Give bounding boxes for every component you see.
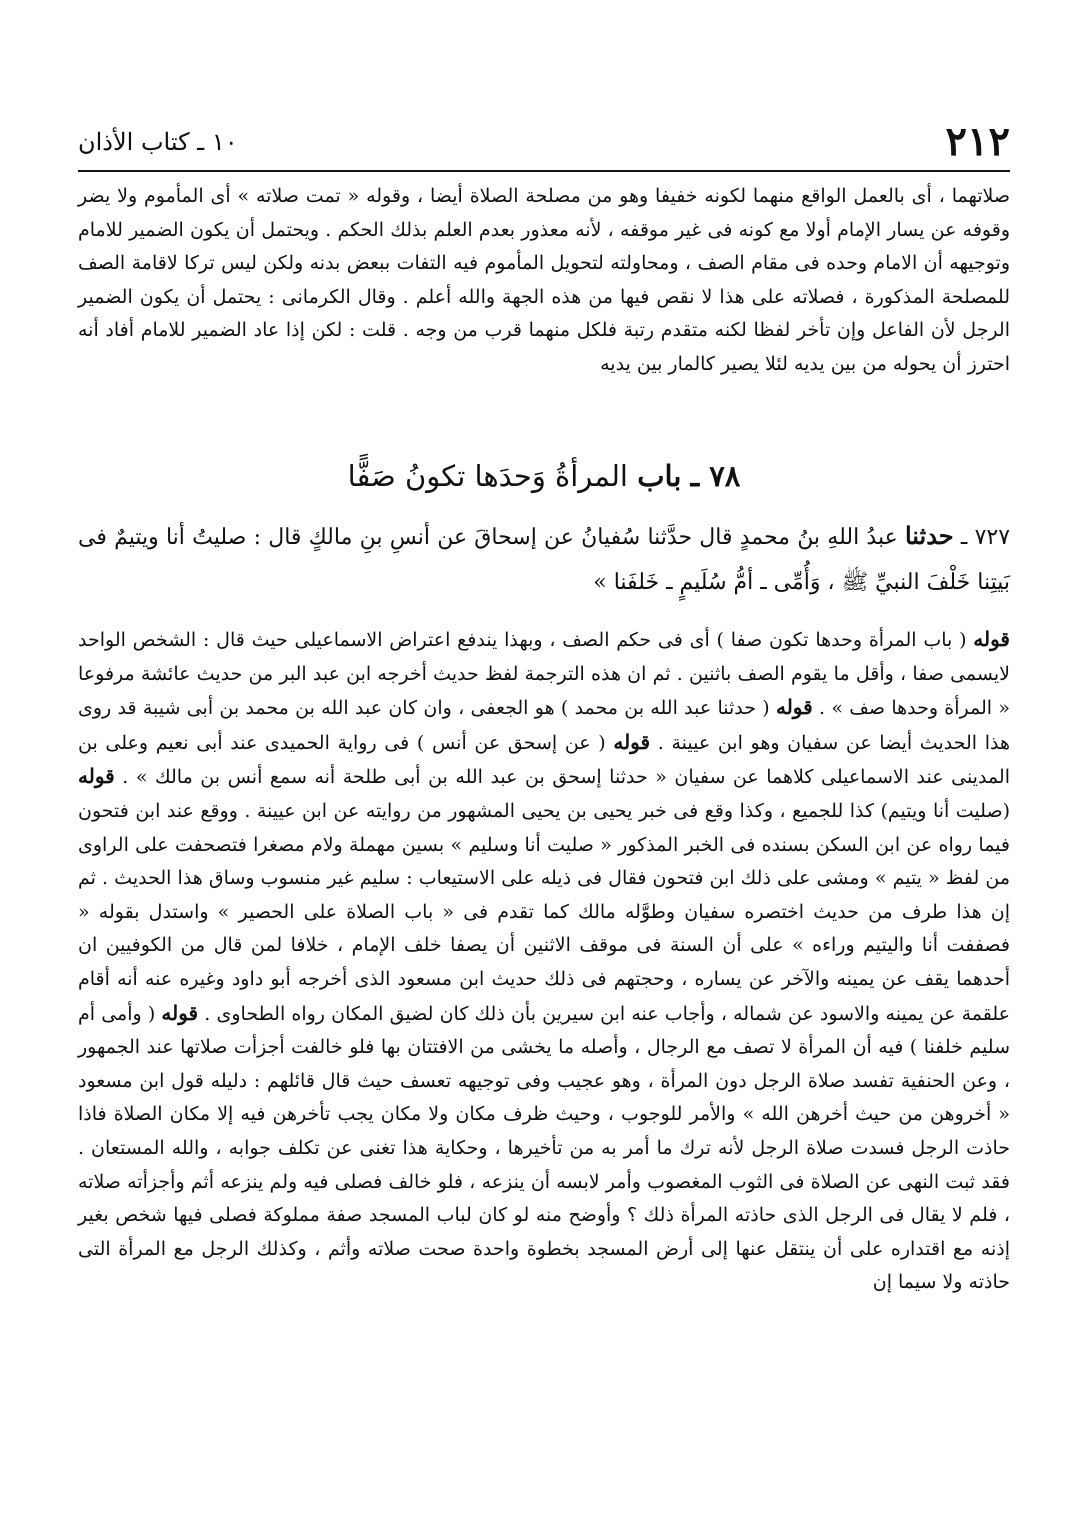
running-title: ١٠ ـ كتاب الأذان	[78, 128, 238, 156]
hadith-text	[78, 513, 1010, 613]
qawl-marker: قوله	[161, 1000, 199, 1025]
chapter-heading	[78, 453, 1010, 499]
commentary-segment: ( عن إسحق عن أنس ) فى رواية الحميدى عند أبى نعيم وعلى بن المدينى عند الاسماعيلى كلاهما عن سفيان « حدثنا إسحق بن عبد الله بن أبى طلحة أنه سمع أنس بن مالك » .	[78, 731, 1010, 789]
page-header	[78, 118, 1010, 172]
commentary-segment: ( وأمى أم سليم خلفنا ) فيه أن المرأة لا تصف مع الرجال ، وأصله ما يخشى من الافتتان بها فلو خالفت أجزأت صلاتها عند الجمهور ، وعن الحنفية تفسد صلاة الرجل دون المرأة ، وهو عجيب وفى توجيهه تعسف حيث قال قائلهم : دليله قول ابن مسعود « أخروهن من حيث أخرهن الله » والأمر للوجوب ، وحيث ظرف مكان ولا مكان يجب تأخرهن فيه إلا مكان الصلاة فاذا حاذت الرجل فسدت صلاة الرجل لأنه ترك ما أمر به من تأخيرها ، وحكاية هذا تغنى عن تكلف جوابه ، والله المستعان . فقد ثبت النهى عن الصلاة فى الثوب المغصوب وأمر لابسه أن ينزعه ، فلو خالف فصلى فيه ولم ينزعه أثم وأجزأته صلاته ، فلم لا يقال فى الرجل الذى حاذته المرأة ذلك ؟ وأوضح منه لو كان لباب المسجد صفة مملوكة فصلى فيها شخص بغير إذنه مع اقتداره على أن ينتقل عنها إلى أرض المسجد بخطوة واحدة صحت صلاته وأثم ، وكذلك الرجل مع المرأة التى حاذته ولا سيما إن	[78, 1002, 1010, 1294]
page-number: ٢١٢	[945, 118, 1010, 165]
commentary-segment: ( باب المرأة وحدها تكون صفا ) أى فى حكم الصف ، وبهذا يندفع اعتراض الاسماعيلى حيث قال : الشخص الواحد لايسمى صفا ، وأقل ما يقوم الصف باثنين . ثم ان هذه الترجمة لفظ حديث أخرجه ابن عبد البر من حديث عائشة مرفوعا « المرأة وحدها صف » .	[78, 629, 1010, 720]
qawl-marker: قوله	[78, 764, 115, 789]
book-page	[78, 118, 1010, 1498]
qawl-marker: قوله	[613, 729, 651, 754]
commentary-segment: ( حدثنا عبد الله بن محمد ) هو الجعفى ، وان كان عبد الله بن محمد بن أبى شيبة قد روى هذا الحديث أيضا عن سفيان وهو ابن عيينة .	[78, 697, 1010, 754]
commentary-paragraph-main	[78, 623, 1010, 1503]
hadith-number: ٧٢٧ ـ	[960, 525, 1011, 550]
hadith-body: عبدُ اللهِ بنُ محمدٍ قال حدَّثنا سُفيانُ عن إسحاقَ عن أنسِ بنِ مالكٍ قال : صليتُ أنا ويتيمٌ فى بَيتِنا خَلْفَ النبيِّ ﷺ ، وَأُمِّى ـ أمُّ سُلَيمٍ ـ خَلفَنا »	[78, 525, 1010, 595]
chapter-keyword: باب	[637, 459, 682, 493]
commentary-paragraph-top: صلاتهما ، أى بالعمل الواقع منهما لكونه خفيفا وهو من مصلحة الصلاة أيضا ، وقوله « تمت صلاته » أى المأموم ولا يضر وقوفه عن يسار الإمام أولا مع كونه فى غير موقفه ، لأنه معذور بعدم العلم بذلك الحكم . ويحتمل أن يكون الضمير للامام وتوجيهه أن الامام وحده فى مقام الصف ، ومحاولته لتحويل المأموم فيه التفات ببعض بدنه ولكن ليس تركا لاقامة الصف للمصلحة المذكورة ، فصلاته على هذا لا نقص فيها من هذه الجهة والله أعلم . وقال الكرمانى : يحتمل أن يكون الضمير الرجل لأن الفاعل وإن تأخر لفظا لكنه متقدم رتبة فلكل منهما قرب من وجه . قلت : لكن إذا عاد الضمير للامام أفاد أنه احترز أن يحوله من بين يديه لئلا يصير كالمار بين يديه	[78, 185, 1010, 375]
qawl-marker: قوله	[775, 695, 813, 720]
commentary-segment: (صليت أنا ويتيم) كذا للجميع ، وكذا وقع فى خبر يحيى بن يحيى المشهور من روايته عن ابن عيينة . ووقع عند ابن فتحون فيما رواه عن ابن السكن بسنده فى الخبر المذكور « صليت أنا وسليم » بسين مهملة ولام مصغرا فتصحفت على الراوى من لفظ « يتيم » ومشى على ذلك ابن فتحون فقال فى ذيله على الاستيعاب : سليم غير منسوب وساق هذا الحديث . ثم إن هذا طرف من حديث اختصره سفيان وطوَّله مالك كما تقدم فى « باب الصلاة على الحصير » واستدل بقوله « فصففت أنا واليتيم وراءه » على أن السنة فى موقف الاثنين أن يصفا خلف الإمام ، خلافا لمن قال من الكوفيين ان أحدهما يقف عن يمينه والآخر عن يساره ، وحجتهم فى ذلك حديث ابن مسعود الذى أخرجه أبو داود وغيره عنه أنه أقام علقمة عن يمينه والاسود عن شماله ، وأجاب عنه ابن سيرين بأن ذلك كان لضيق المكان رواه الطحاوى .	[78, 799, 1011, 1025]
chapter-title: المرأةُ وَحدَها تكونُ صَفًّا	[347, 459, 628, 493]
chapter-number: ٧٨ ـ	[690, 459, 741, 493]
qawl-marker: قوله	[973, 627, 1010, 651]
hadith-keyword: حدثنا	[904, 521, 954, 550]
